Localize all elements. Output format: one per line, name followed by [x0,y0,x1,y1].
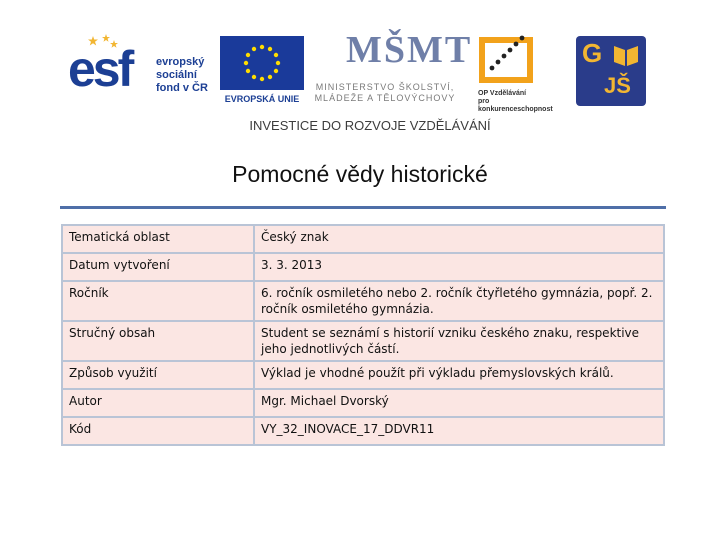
eu-logo [220,36,304,108]
op-logo [472,32,562,113]
page-title: Pomocné vědy historické [232,161,488,187]
row-key: Autor [62,389,254,417]
row-key: Způsob využití [62,361,254,389]
row-key: Datum vytvoření [62,253,254,281]
banner [0,118,720,134]
row-key: Kód [62,417,254,445]
op-caption-line: pro konkurenceschopnost [478,98,553,113]
logo-strip [60,29,660,113]
esf-logo [68,34,214,106]
gjs-letter-g: G [582,38,603,68]
book-icon [612,42,640,68]
table-row [62,389,664,417]
table-row [62,321,664,361]
msmt-logo [310,29,473,106]
msmt-line2: MLÁDEŽE A TĚLOVÝCHOVY [314,93,456,103]
esf-wordmark: esf [68,41,132,97]
title-divider [60,206,666,209]
row-value: 6. ročník osmiletého nebo 2. ročník čtyřletého gymnázia, popř. 2. ročník osmiletého gymnázia. [254,281,664,321]
table-row [62,417,664,445]
row-value: VY_32_INOVACE_17_DDVR11 [254,417,664,445]
row-key: Stručný obsah [62,321,254,361]
table-row [62,225,664,253]
msmt-line1: MINISTERSTVO ŠKOLSTVÍ, [315,82,455,92]
row-key: Tematická oblast [62,225,254,253]
row-value: 3. 3. 2013 [254,253,664,281]
op-caption-line: OP Vzdělávání [478,90,527,97]
table-row [62,253,664,281]
table-row [62,281,664,321]
row-value: Student se seznámí s historií vzniku českého znaku, respektive jeho jednotlivých částí. [254,321,664,361]
row-key: Ročník [62,281,254,321]
banner-text: INVESTICE DO ROZVOJE VZDĚLÁVÁNÍ [249,118,491,133]
op-emblem-icon [472,32,542,88]
esf-text-line: sociální [156,69,197,81]
esf-text [156,56,208,95]
row-value: Mgr. Michael Dvorský [254,389,664,417]
op-caption [478,90,562,114]
eu-label: EVROPSKÁ UNIE [224,94,300,104]
row-value: Výklad je vhodné použít při výkladu přemyslovských králů. [254,361,664,389]
msmt-mark: MŠMT [346,29,473,71]
row-value: Český znak [254,225,664,253]
gjs-letters-js: JŠ [604,73,631,98]
info-table [61,224,665,446]
table-row [62,361,664,389]
gjs-logo [576,36,646,106]
esf-text-line: evropský [156,56,205,68]
eu-flag-icon [220,36,304,90]
esf-text-line: fond v ČR [156,82,208,94]
